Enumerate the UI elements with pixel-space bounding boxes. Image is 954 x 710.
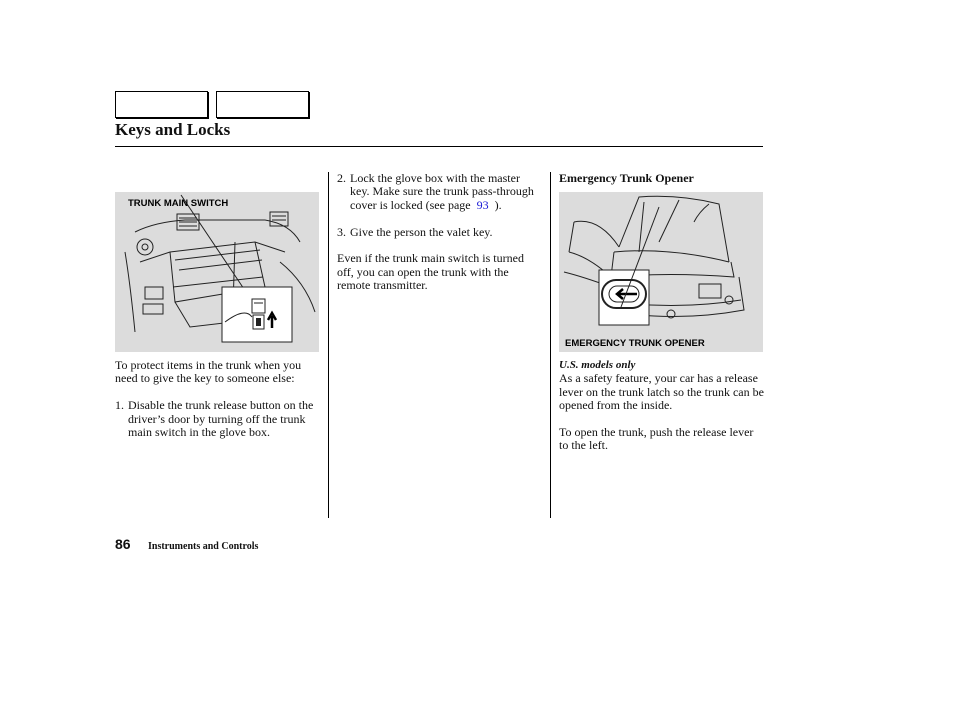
emergency-trunk-opener-heading: Emergency Trunk Opener	[559, 171, 694, 185]
step-1-text: Disable the trunk release button on the driver’s door by turning off the trunk main switch in the glove box.	[128, 398, 314, 440]
column-divider-1	[328, 172, 329, 518]
column-divider-2	[550, 172, 551, 518]
step-2-text	[350, 172, 540, 212]
step-1-number: 1.	[115, 398, 124, 413]
remote-transmitter-note: Even if the trunk main switch is turned off, you can open the trunk with the remote transmitter.	[337, 251, 524, 293]
us-models-only-subhead: U.S. models only	[559, 359, 636, 371]
section-name: Instruments and Controls	[148, 541, 259, 552]
middle-column-text	[337, 172, 540, 306]
emergency-trunk-opener-caption: EMERGENCY TRUNK OPENER	[565, 338, 705, 349]
glove-box-illustration	[115, 192, 319, 352]
page-title: Keys and Locks	[115, 120, 231, 139]
safety-feature-paragraph: As a safety feature, your car has a release lever on the trunk latch so the trunk can be opened from the inside.	[559, 371, 764, 413]
right-column-text	[559, 359, 764, 466]
step-1	[115, 399, 320, 439]
trunk-main-switch-caption: TRUNK MAIN SWITCH	[128, 198, 229, 209]
left-column-text	[115, 359, 320, 453]
trunk-main-switch-figure	[115, 192, 319, 352]
step-2-text-a: Lock the glove box with the master key. Make sure the trunk pass-through cover is locked (see page	[350, 171, 534, 212]
nav-tab-1[interactable]	[115, 91, 208, 118]
open-trunk-paragraph: To open the trunk, push the release lever to the left.	[559, 425, 754, 453]
step-3-number: 3.	[337, 224, 346, 239]
step-2-text-b: ).	[494, 197, 502, 212]
emergency-trunk-opener-figure	[559, 192, 763, 352]
page-number: 86	[115, 536, 131, 552]
title-rule	[115, 146, 763, 147]
right-column-heading	[559, 172, 764, 185]
step-3	[337, 226, 540, 239]
step-2-number: 2.	[337, 171, 346, 185]
trunk-illustration	[559, 192, 763, 352]
nav-tab-2[interactable]	[216, 91, 309, 118]
page-93-link[interactable]: 93	[476, 197, 489, 212]
intro-paragraph: To protect items in the trunk when you need to give the key to someone else:	[115, 358, 302, 386]
step-2	[337, 172, 540, 212]
step-3-text: Give the person the valet key.	[350, 224, 493, 239]
